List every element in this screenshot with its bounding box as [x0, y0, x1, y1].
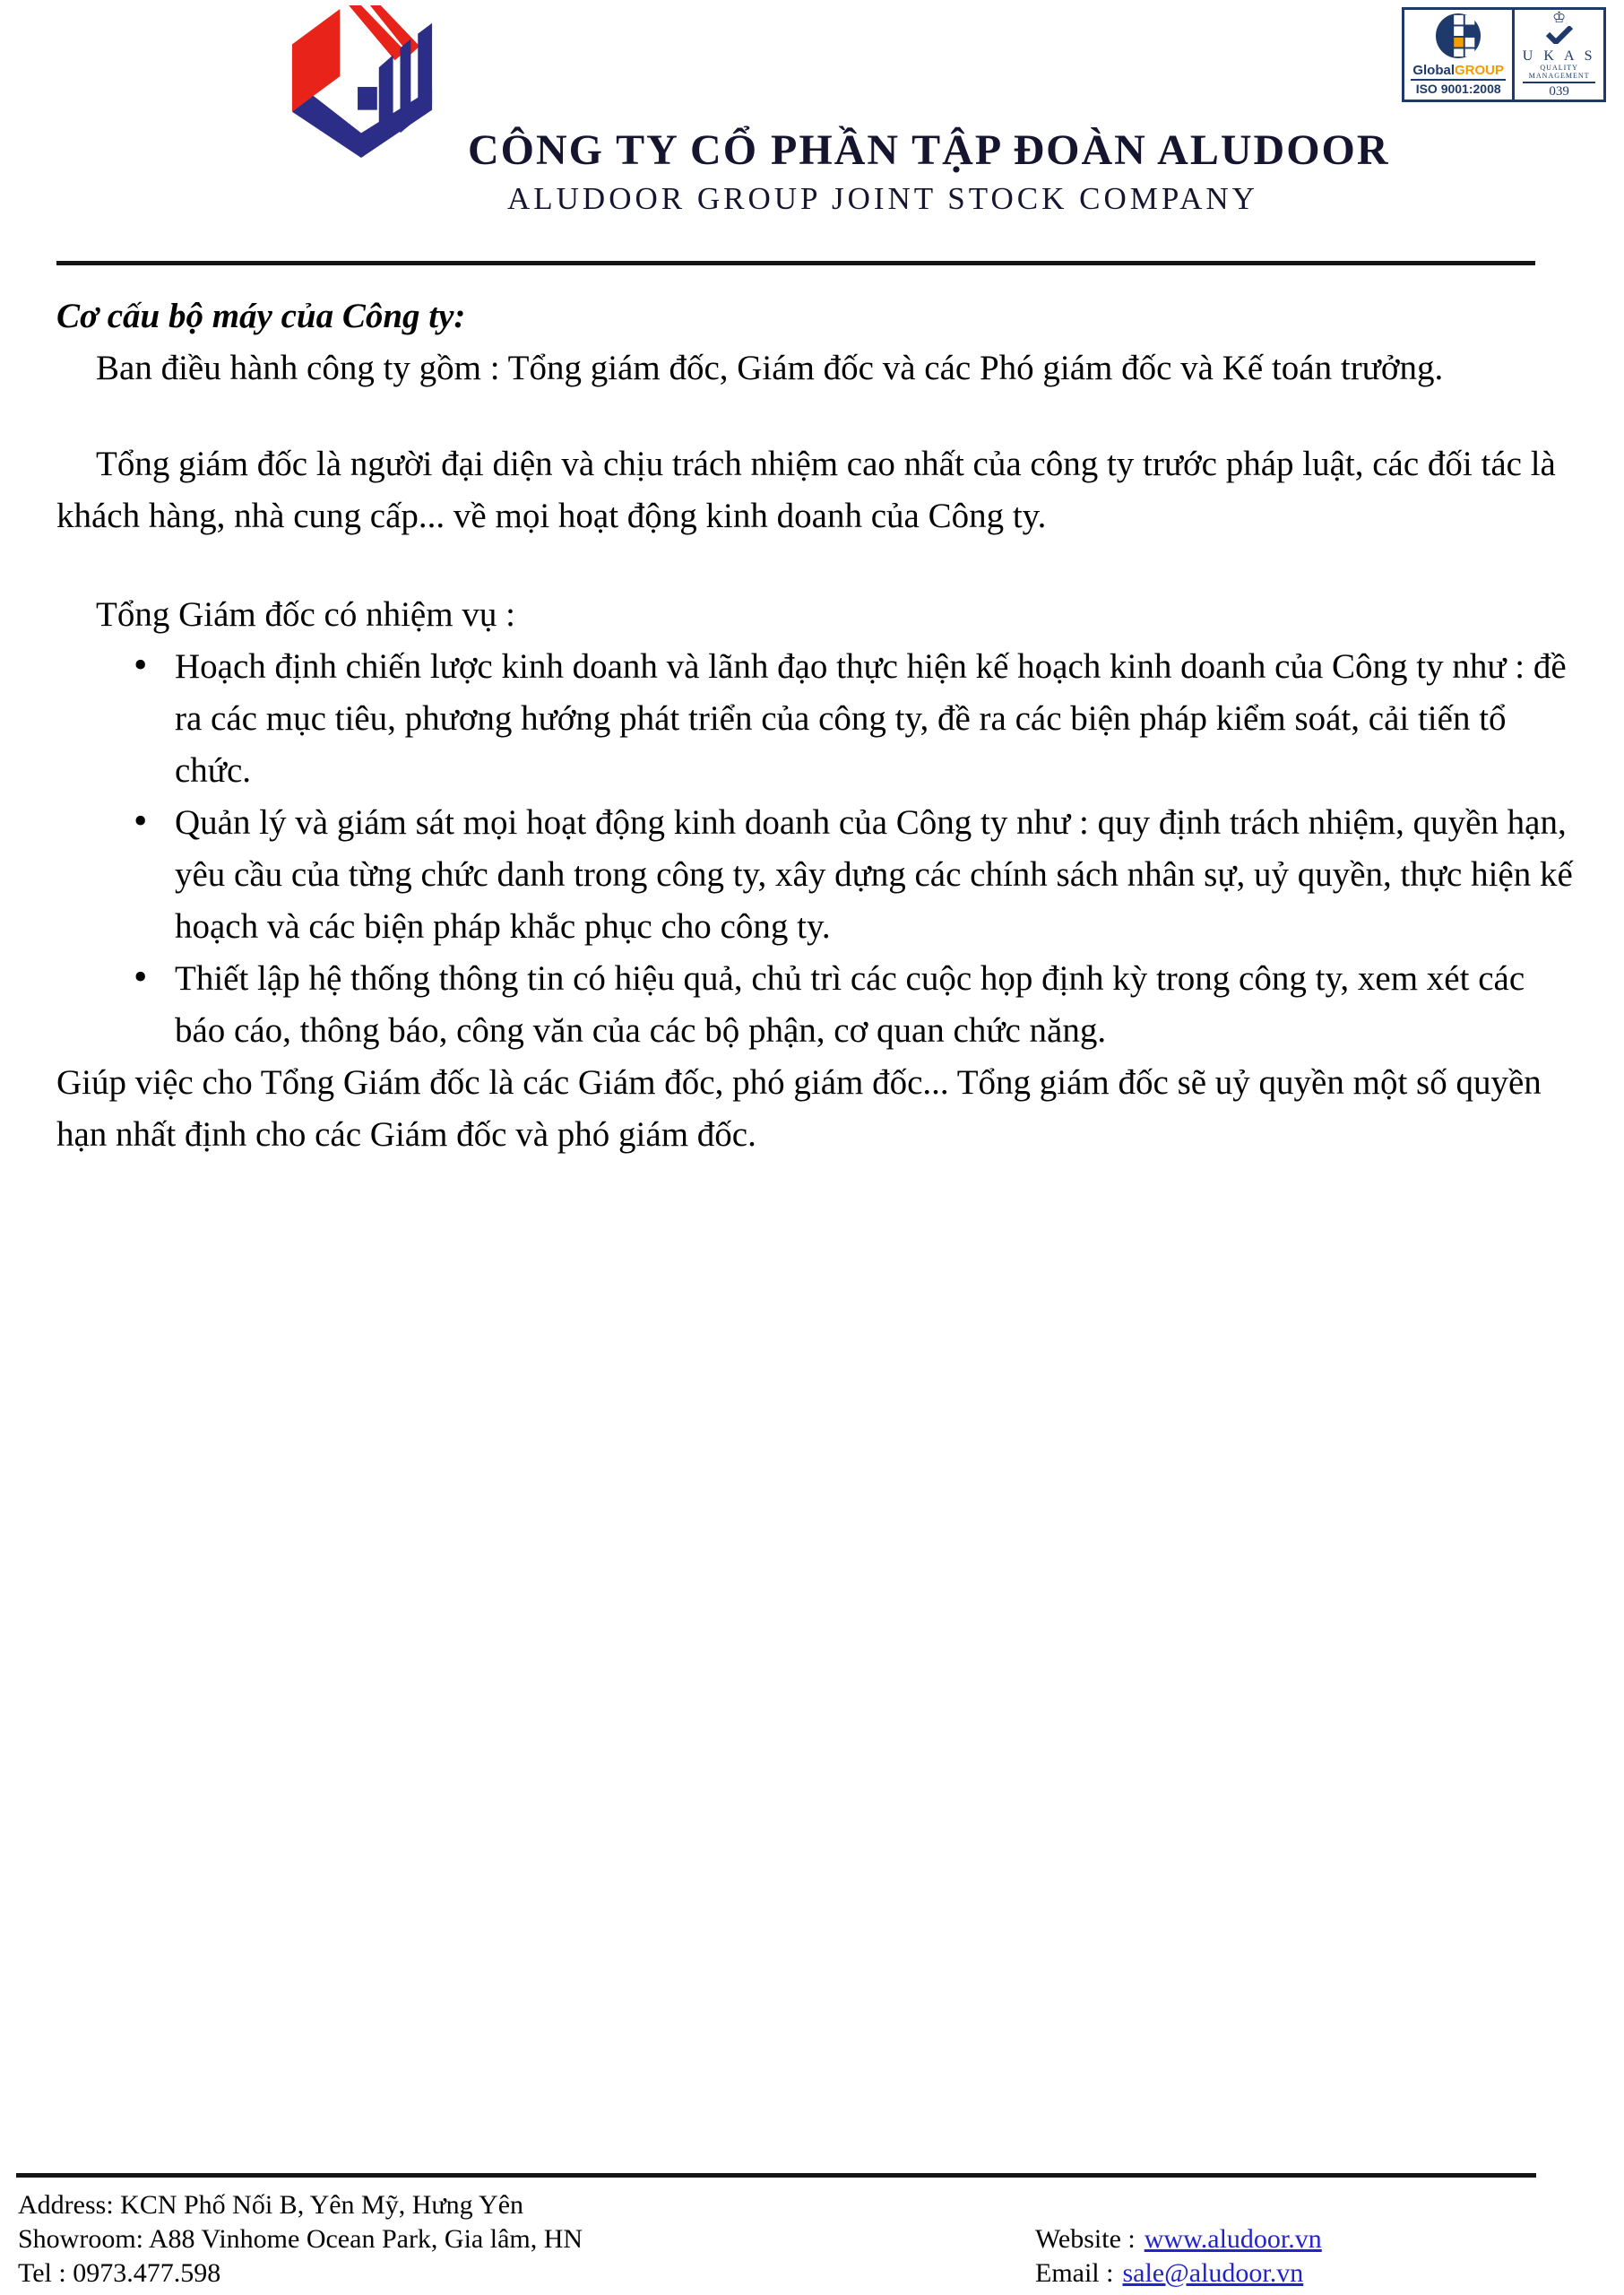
iso-label: ISO 9001:2008	[1415, 82, 1501, 96]
ukas-badge	[1512, 10, 1603, 100]
paragraph-board: Ban điều hành công ty gồm : Tổng giám đốc, Giám đốc và các Phó giám đốc và Kế toán trưởng.	[96, 349, 1444, 387]
website-link[interactable]: www.aludoor.vn	[1144, 2224, 1322, 2254]
website-label: Website :	[1035, 2224, 1136, 2254]
aludoor-logo-icon	[272, 5, 450, 160]
checkmark-icon	[1544, 26, 1575, 48]
certification-badges	[1402, 7, 1606, 102]
ukas-divider	[1523, 82, 1595, 83]
crown-icon: ♔	[1552, 9, 1567, 27]
footer-contact	[18, 2188, 583, 2291]
duties-list	[56, 641, 1575, 1057]
duty-item: • Quản lý và giám sát mọi hoạt động kinh doanh của Công ty như : quy định trách nhiệm, quyền hạn, yêu cầu của từng chức danh trong công ty, xây dựng các chính sách nhân sự, uỷ quyền, thực hiện kế hoạch và các biện pháp khắc phục cho công ty.	[175, 797, 1575, 953]
duty-item: • Hoạch định chiến lược kinh doanh và lãnh đạo thực hiện kế hoạch kinh doanh của Công ty như : đề ra các mục tiêu, phương hướng phát triển của công ty, đề ra các biện pháp kiểm soát, cải tiến tổ chức.	[175, 641, 1575, 797]
footer-tel: Tel : 0973.477.598	[18, 2258, 221, 2288]
paragraph-ceo-role: Tổng giám đốc là người đại diện và chịu trách nhiệm cao nhất của công ty trước pháp luật, các đối tác là khách hàng, nhà cung cấp... về mọi hoạt động kinh doanh của Công ty.	[56, 445, 1556, 535]
footer-rule	[16, 2173, 1536, 2178]
globalgroup-wordmark: GlobalGROUP	[1411, 64, 1506, 81]
footer-address: Address: KCN Phố Nối B, Yên Mỹ, Hưng Yên	[18, 2190, 524, 2220]
duties-intro: Tổng Giám đốc có nhiệm vụ :	[96, 595, 515, 634]
company-name-en: ALUDOOR GROUP JOINT STOCK COMPANY	[507, 181, 1258, 216]
org-structure-heading: Cơ cấu bộ máy của Công ty:	[56, 297, 466, 335]
footer-email-row	[1035, 2256, 1322, 2291]
email-link[interactable]: sale@aludoor.vn	[1122, 2258, 1304, 2288]
globalgroup-logo-icon	[1435, 13, 1481, 64]
ukas-number: 039	[1549, 84, 1569, 99]
document-body	[56, 290, 1575, 1161]
footer-links	[1035, 2222, 1322, 2291]
globalgroup-badge	[1404, 10, 1512, 100]
paragraph-delegation: Giúp việc cho Tổng Giám đốc là các Giám đốc, phó giám đốc... Tổng giám đốc sẽ uỷ quyền một số quyền hạn nhất định cho các Giám đốc và phó giám đốc.	[56, 1063, 1542, 1154]
ukas-management-label: MANAGEMENT	[1528, 72, 1590, 80]
ukas-quality-label: QUALITY	[1540, 64, 1578, 72]
email-label: Email :	[1035, 2258, 1114, 2288]
ukas-wordmark: U K A S	[1522, 48, 1596, 64]
footer-website-row	[1035, 2222, 1322, 2256]
company-name-vi: CÔNG TY CỔ PHẦN TẬP ĐOÀN ALUDOOR	[468, 126, 1390, 174]
footer-showroom: Showroom: A88 Vinhome Ocean Park, Gia lâm, HN	[18, 2224, 583, 2254]
header-rule	[56, 261, 1535, 265]
duty-item: • Thiết lập hệ thống thông tin có hiệu quả, chủ trì các cuộc họp định kỳ trong công ty, xem xét các báo cáo, thông báo, công văn của các bộ phận, cơ quan chức năng.	[175, 953, 1575, 1057]
